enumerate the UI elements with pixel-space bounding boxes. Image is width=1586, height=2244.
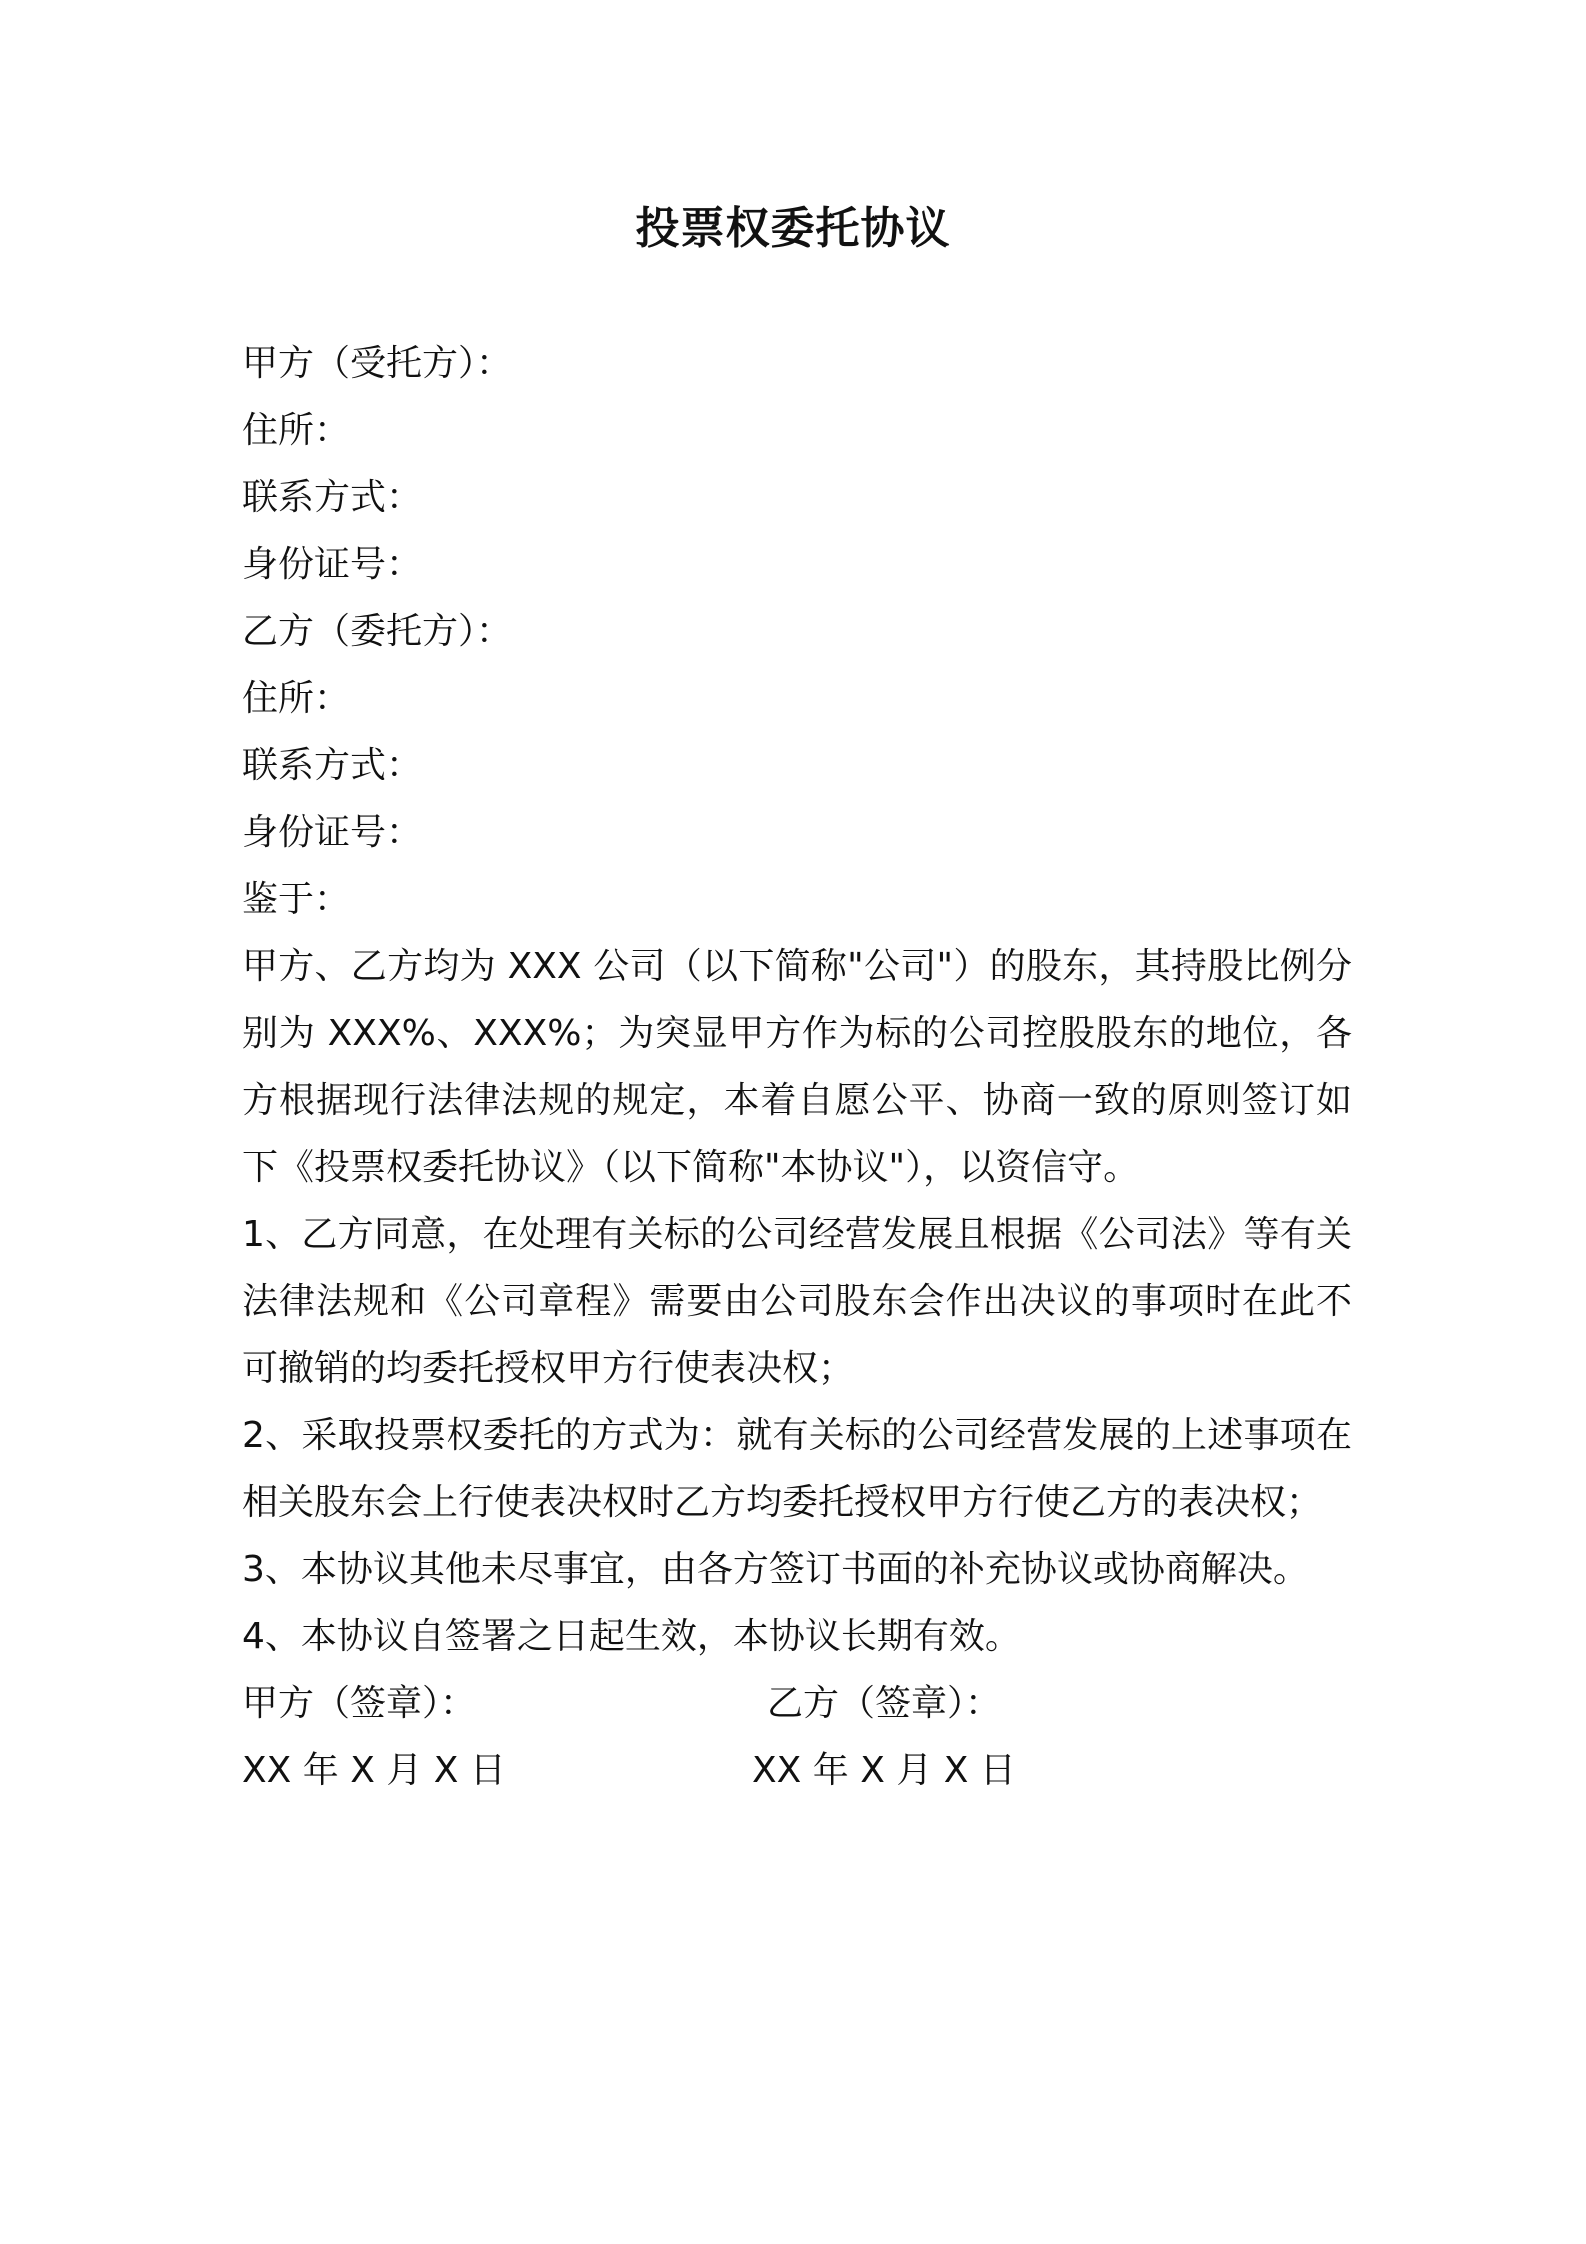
clause-4: 4、本协议自签署之日起生效，本协议长期有效。 [242, 1616, 1021, 1657]
party-b-signature-label: 乙方（签章）： [767, 1683, 1002, 1724]
party-a-heading: 甲方（受托方）： [242, 343, 513, 384]
clause-3: 3、本协议其他未尽事宜，由各方签订书面的补充协议或协商解决。 [242, 1549, 1309, 1590]
party-b-address-label: 住所： [242, 678, 351, 719]
document-body [242, 330, 1352, 1804]
party-a-signature-label: 甲方（签章）： [242, 1683, 477, 1724]
clause-1: 1、乙方同意，在处理有关标的公司经营发展且根据《公司法》等有关法律法规和《公司章程》需要由公司股东会作出决议的事项时在此不可撤销的均委托授权甲方行使表决权； [242, 1214, 1352, 1389]
signature-row [242, 1670, 1352, 1737]
party-a-contact-label: 联系方式： [242, 477, 423, 518]
party-a-id-label: 身份证号： [242, 544, 423, 585]
clause-2: 2、采取投票权委托的方式为：就有关标的公司经营发展的上述事项在相关股东会上行使表决权时乙方均委托授权甲方行使乙方的表决权； [242, 1415, 1352, 1523]
document-title: 投票权委托协议 [635, 203, 951, 254]
party-b-contact-label: 联系方式： [242, 745, 423, 786]
party-b-id-label: 身份证号： [242, 812, 423, 853]
recital-paragraph: 甲方、乙方均为 XXX 公司（以下简称"公司"）的股东，其持股比例分别为 XXX%、XXX%；为突显甲方作为标的公司控股股东的地位，各方根据现行法律法规的规定，本着自愿公平、协商一致的原则签订如下《投票权委托协议》（以下简称"本协议"），以资信守。 [242, 946, 1352, 1188]
party-b-heading: 乙方（委托方）： [242, 611, 513, 652]
date-row [242, 1737, 1352, 1804]
party-a-address-label: 住所： [242, 410, 351, 451]
party-b-date: XX 年 X 月 X 日 [752, 1750, 1016, 1791]
party-a-date: XX 年 X 月 X 日 [242, 1750, 506, 1791]
whereas-label: 鉴于： [242, 879, 351, 920]
